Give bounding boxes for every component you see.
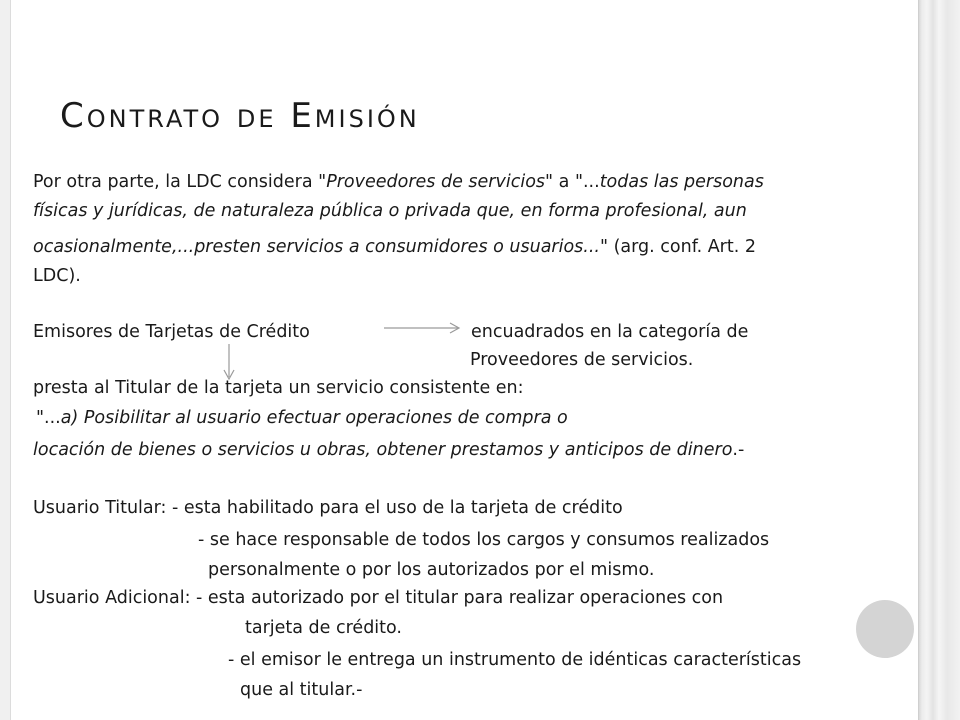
paragraph-line-4 (33, 262, 81, 291)
titular-line-3: personalmente o por los autorizados por el mismo. (208, 560, 655, 580)
paragraph-line-1 (33, 168, 764, 197)
titular-line-2: - se hace responsable de todos los cargos y consumos realizados (198, 530, 770, 550)
left-border-stripe (0, 0, 11, 720)
right-border-stripe (918, 0, 960, 720)
text-segment: "... (36, 408, 61, 428)
adicional-line-1: Usuario Adicional: - esta autorizado por el titular para realizar operaciones con (33, 588, 724, 608)
italic-segment: Proveedores de servicios (326, 172, 546, 192)
emisores-category-1: encuadrados en la categoría de (471, 322, 749, 342)
right-arrow-icon (384, 321, 464, 335)
paragraph-line-3 (33, 233, 756, 262)
italic-segment: ocasionalmente,...presten servicios a consumidores o usuarios... (33, 237, 600, 257)
italic-segment: locación de bienes o servicios u obras, obtener prestamos y anticipos de dinero (33, 440, 733, 460)
adicional-line-3: - el emisor le entrega un instrumento de idénticas características (228, 650, 802, 670)
text-segment: Por otra parte, la LDC considera " (33, 172, 327, 192)
quote-line-1 (36, 404, 568, 433)
presta-line: presta al Titular de la tarjeta un servicio consistente en: (33, 378, 524, 398)
text-segment: LDC). (33, 266, 81, 286)
italic-segment: todas las personas (599, 172, 764, 192)
text-segment: " (arg. conf. Art. 2 (599, 237, 756, 257)
italic-segment: a) Posibilitar al usuario efectuar operaciones de compra o (60, 408, 568, 428)
italic-segment: físicas y jurídicas, de naturaleza pública o privada que, en forma profesional, aun (33, 201, 747, 221)
paragraph-line-2 (33, 197, 747, 226)
emisores-label: Emisores de Tarjetas de Crédito (33, 322, 310, 342)
titular-line-1: Usuario Titular: - esta habilitado para el uso de la tarjeta de crédito (33, 498, 623, 518)
adicional-line-4: que al titular.- (240, 680, 363, 700)
adicional-line-2: tarjeta de crédito. (245, 618, 402, 638)
slide-title: Contrato de Emisión (60, 96, 420, 136)
quote-line-2 (33, 436, 744, 465)
text-segment: " a "... (545, 172, 600, 192)
decorative-circle (856, 600, 914, 658)
emisores-category-2: Proveedores de servicios. (470, 350, 694, 370)
text-segment: .- (732, 440, 745, 460)
